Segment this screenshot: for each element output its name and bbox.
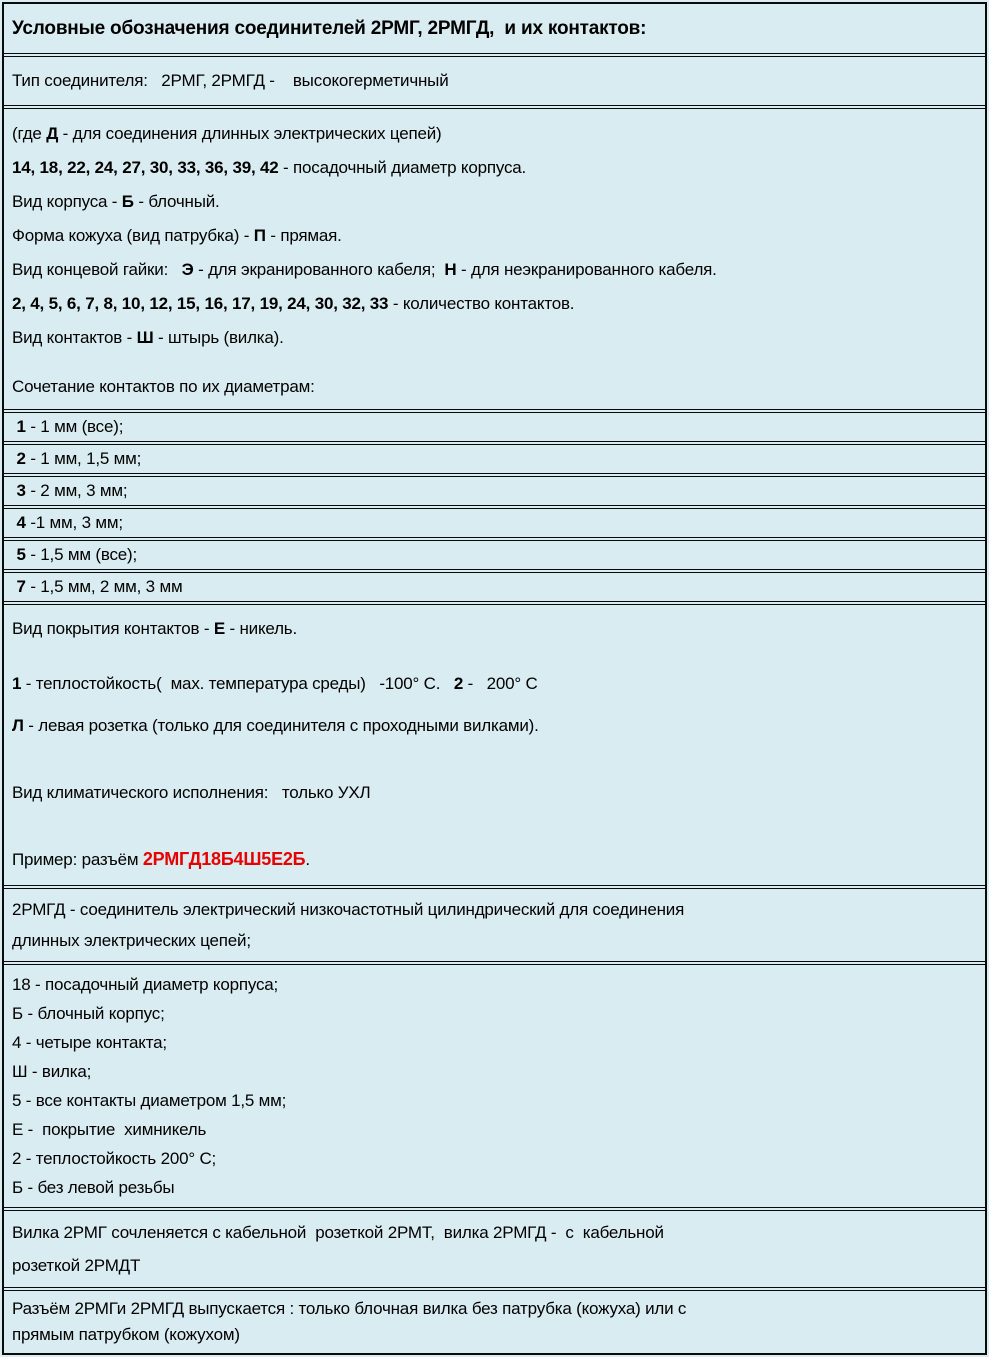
text-segment: - 1,5 мм (все);	[25, 545, 137, 564]
text-line	[12, 575, 977, 599]
text-segment: Б	[121, 192, 134, 211]
text-segment: розеткой 2РМДТ	[12, 1256, 141, 1275]
row-contact-combo-5	[4, 540, 985, 570]
row-2rmgd-description	[4, 888, 985, 962]
text-line	[12, 16, 977, 42]
text-line	[12, 117, 977, 151]
text-line	[12, 185, 977, 219]
text-line	[12, 479, 977, 503]
designation-table	[2, 2, 987, 1355]
text-segment: - для экранированного кабеля;	[193, 260, 445, 279]
text-line	[12, 1057, 977, 1086]
text-segment: 4	[12, 513, 26, 532]
text-line	[12, 287, 977, 321]
text-line	[12, 447, 977, 471]
row-contact-combo-7	[4, 572, 985, 602]
text-segment: Вид покрытия контактов -	[12, 619, 214, 638]
text-segment: - теплостойкость( мах. температура среды) -100° С.	[21, 674, 454, 693]
text-line	[12, 1322, 977, 1348]
text-segment: Ш - вилка;	[12, 1062, 92, 1081]
text-line	[12, 1086, 977, 1115]
text-segment: - никель.	[224, 619, 297, 638]
row-connector-type	[4, 56, 985, 106]
text-segment: Сочетание контактов по их диаметрам:	[12, 377, 315, 396]
text-line	[12, 846, 977, 873]
text-segment: - количество контактов.	[388, 294, 575, 313]
text-line	[12, 415, 977, 439]
text-segment: 18 - посадочный диаметр корпуса;	[12, 975, 279, 994]
row-contact-combo-1	[4, 412, 985, 442]
text-segment: Е	[213, 619, 225, 638]
text-segment: Тип соединителя: 2РМГ, 2РМГД - высокогерметичный	[12, 71, 449, 90]
text-segment: -1 мм, 3 мм;	[25, 513, 123, 532]
text-line	[12, 1296, 977, 1322]
text-segment: Е - покрытие химникель	[12, 1120, 207, 1139]
text-line	[12, 511, 977, 535]
text-line	[12, 999, 977, 1028]
text-line	[12, 894, 977, 925]
text-segment: - 1 мм, 1,5 мм;	[25, 449, 142, 468]
text-segment: 2РМГД - соединитель электрический низкочастотный цилиндрический для соединения	[12, 900, 685, 919]
text-segment: - левая розетка (только для соединителя с проходными вилками).	[23, 716, 539, 735]
row-coating-and-misc	[4, 604, 985, 886]
text-segment: - 1 мм (все);	[25, 417, 124, 436]
text-line	[12, 1028, 977, 1057]
text-line	[12, 970, 977, 999]
text-segment: Вид корпуса -	[12, 192, 122, 211]
text-segment: Э	[181, 260, 194, 279]
text-segment: Д	[46, 124, 59, 143]
text-line	[12, 219, 977, 253]
text-segment: 2 - теплостойкость 200° С;	[12, 1149, 217, 1168]
text-segment: Н	[444, 260, 457, 279]
text-segment: Вилка 2РМГ сочленяется с кабельной розеткой 2РМТ, вилка 2РМГД - с кабельной	[12, 1223, 664, 1242]
row-title	[4, 4, 985, 54]
text-segment: - 1,5 мм, 2 мм, 3 мм	[25, 577, 183, 596]
text-segment: 7	[12, 577, 26, 596]
text-segment: 1	[12, 417, 26, 436]
text-segment: - 2 мм, 3 мм;	[25, 481, 128, 500]
row-designation-legend	[4, 108, 985, 410]
text-segment: - посадочный диаметр корпуса.	[278, 158, 527, 177]
row-production-info	[4, 1290, 985, 1353]
text-segment: (где	[12, 124, 47, 143]
text-segment: - 200° С	[463, 674, 538, 693]
text-segment: Л	[12, 716, 24, 735]
text-segment: Б - без левой резьбы	[12, 1178, 175, 1197]
text-segment: 2, 4, 5, 6, 7, 8, 10, 12, 15, 16, 17, 19, 24, 30, 32, 33	[12, 294, 389, 313]
text-segment: 1	[12, 674, 22, 693]
text-line	[12, 670, 977, 697]
text-segment: 2	[453, 674, 464, 693]
text-segment: - штырь (вилка).	[153, 328, 284, 347]
text-line	[12, 370, 977, 404]
text-segment: прямым патрубком (кожухом)	[12, 1325, 240, 1344]
text-segment: 5	[12, 545, 26, 564]
text-line	[12, 321, 977, 355]
text-segment: Условные обозначения соединителей 2РМГ, 2РМГД, и их контактов:	[12, 17, 647, 39]
text-segment: - блочный.	[133, 192, 220, 211]
text-segment: Вид концевой гайки:	[12, 260, 182, 279]
text-line	[12, 1115, 977, 1144]
row-mating-info	[4, 1210, 985, 1288]
text-segment: 3	[12, 481, 26, 500]
text-line	[12, 65, 977, 97]
text-segment: Форма кожуха (вид патрубка) -	[12, 226, 254, 245]
text-segment: - для соединения длинных электрических цепей)	[58, 124, 442, 143]
text-line	[12, 712, 977, 739]
text-segment: Вид климатического исполнения: только УХЛ	[12, 783, 371, 802]
text-segment: длинных электрических цепей;	[12, 931, 251, 950]
text-line	[12, 1216, 977, 1249]
text-line	[12, 779, 977, 806]
text-segment: 5 - все контакты диаметром 1,5 мм;	[12, 1091, 287, 1110]
example-code: 2РМГД18Б4Ш5Е2Б	[142, 849, 306, 869]
text-line	[12, 1249, 977, 1282]
text-segment: - для неэкранированного кабеля.	[456, 260, 717, 279]
text-segment: - прямая.	[265, 226, 342, 245]
text-line	[12, 253, 977, 287]
text-segment: 4 - четыре контакта;	[12, 1033, 167, 1052]
text-segment: 14, 18, 22, 24, 27, 30, 33, 36, 39, 42	[12, 158, 279, 177]
text-segment: Ш	[136, 328, 154, 347]
text-segment: 2	[12, 449, 26, 468]
row-contact-combo-3	[4, 476, 985, 506]
text-line	[12, 1173, 977, 1202]
text-line	[12, 925, 977, 956]
text-segment: .	[305, 850, 310, 869]
text-segment: Пример: разъём	[12, 850, 143, 869]
row-example-decoder	[4, 964, 985, 1208]
text-line	[12, 543, 977, 567]
text-segment: Б - блочный корпус;	[12, 1004, 165, 1023]
text-segment: Разъём 2РМГи 2РМГД выпускается : только блочная вилка без патрубка (кожуха) или с	[12, 1299, 687, 1318]
text-line	[12, 1144, 977, 1173]
row-contact-combo-4	[4, 508, 985, 538]
text-line	[12, 615, 977, 642]
row-contact-combo-2	[4, 444, 985, 474]
text-segment: П	[253, 226, 266, 245]
text-segment: Вид контактов -	[12, 328, 137, 347]
text-line	[12, 151, 977, 185]
